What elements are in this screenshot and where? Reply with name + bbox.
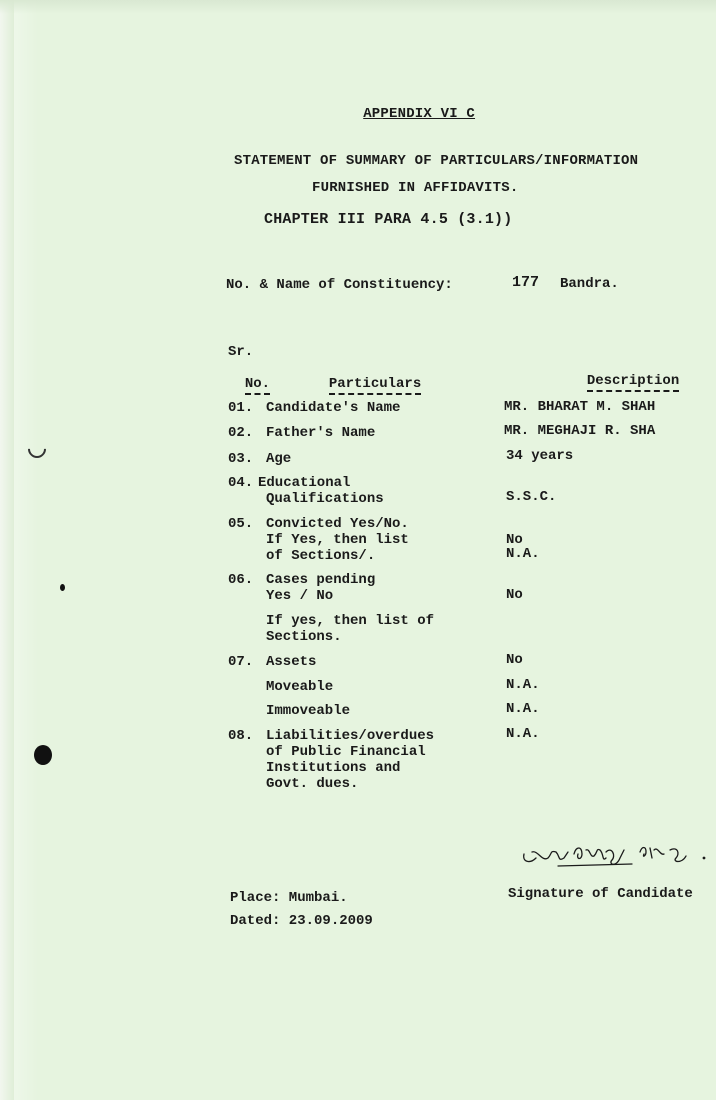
appendix-title xyxy=(346,90,475,122)
row-08-particular-line4: Govt. dues. xyxy=(266,776,359,792)
row-03-particular: Age xyxy=(266,451,292,467)
row-04-number: 04. xyxy=(228,475,254,491)
row-01-particular: Candidate's Name xyxy=(266,400,401,416)
row-06-particular-line2: Yes / No xyxy=(266,588,334,604)
row-04-description: S.S.C. xyxy=(506,489,557,505)
row-07-sub1-description: N.A. xyxy=(506,677,540,693)
signature-label: Signature of Candidate xyxy=(508,886,693,902)
row-08-particular-line1: Liabilities/overdues xyxy=(266,728,435,744)
no-label xyxy=(228,360,270,392)
row-02-number: 02. xyxy=(228,425,254,441)
row-06-particular-line3: If yes, then list of xyxy=(266,613,435,629)
constituency-name: Bandra. xyxy=(560,276,619,292)
row-07-sub2-description: N.A. xyxy=(506,701,540,717)
row-04-particular-line1: Educational xyxy=(258,475,351,491)
row-01-number: 01. xyxy=(228,400,254,416)
row-06-description: No xyxy=(506,587,523,603)
row-03-number: 03. xyxy=(228,451,254,467)
description-header xyxy=(570,357,679,389)
row-03-description: 34 years xyxy=(506,448,574,464)
row-08-description: N.A. xyxy=(506,726,540,742)
row-07-particular: Assets xyxy=(266,654,317,670)
paper-top-shadow xyxy=(0,0,716,14)
statement-line-1: STATEMENT OF SUMMARY OF PARTICULARS/INFORMATION xyxy=(234,153,639,169)
constituency-number: 177 xyxy=(512,274,540,291)
row-08-particular-line3: Institutions and xyxy=(266,760,401,776)
particulars-header-text: Particulars xyxy=(329,376,421,395)
paper-left-edge xyxy=(0,0,14,1100)
row-06-particular-line1: Cases pending xyxy=(266,572,376,588)
row-02-description: MR. MEGHAJI R. SHA xyxy=(504,423,656,439)
row-07-sub1-label: Moveable xyxy=(266,679,334,695)
row-06-particular-line4: Sections. xyxy=(266,629,342,645)
particulars-header xyxy=(312,360,421,392)
row-08-number: 08. xyxy=(228,728,254,744)
statement-line-2: FURNISHED IN AFFIDAVITS. xyxy=(312,180,519,196)
constituency-label: No. & Name of Constituency: xyxy=(226,277,453,293)
row-07-sub2-label: Immoveable xyxy=(266,703,351,719)
row-02-particular: Father's Name xyxy=(266,425,376,441)
row-05-particular-line1: Convicted Yes/No. xyxy=(266,516,409,532)
chapter-reference: CHAPTER III PARA 4.5 (3.1)) xyxy=(264,211,513,228)
dated: Dated: 23.09.2009 xyxy=(230,913,373,929)
row-05-description-line2: N.A. xyxy=(506,546,540,562)
row-07-description: No xyxy=(506,652,523,668)
row-04-particular-line2: Qualifications xyxy=(266,491,384,507)
row-05-particular-line3: of Sections/. xyxy=(266,548,376,564)
row-01-description: MR. BHARAT M. SHAH xyxy=(504,399,656,415)
sr-label: Sr. xyxy=(228,344,254,360)
place: Place: Mumbai. xyxy=(230,890,348,906)
description-header-text: Description xyxy=(587,373,679,392)
no-label-text: No. xyxy=(245,376,270,395)
punch-dot-small xyxy=(60,584,65,591)
row-08-particular-line2: of Public Financial xyxy=(266,744,426,760)
row-05-particular-line2: If Yes, then list xyxy=(266,532,409,548)
row-06-number: 06. xyxy=(228,572,254,588)
row-05-description-line1: No xyxy=(506,532,523,548)
handwritten-signature xyxy=(520,828,716,876)
row-07-number: 07. xyxy=(228,654,254,670)
appendix-title-text: APPENDIX VI C xyxy=(363,106,476,122)
row-05-number: 05. xyxy=(228,516,254,532)
punch-hole xyxy=(34,745,52,765)
